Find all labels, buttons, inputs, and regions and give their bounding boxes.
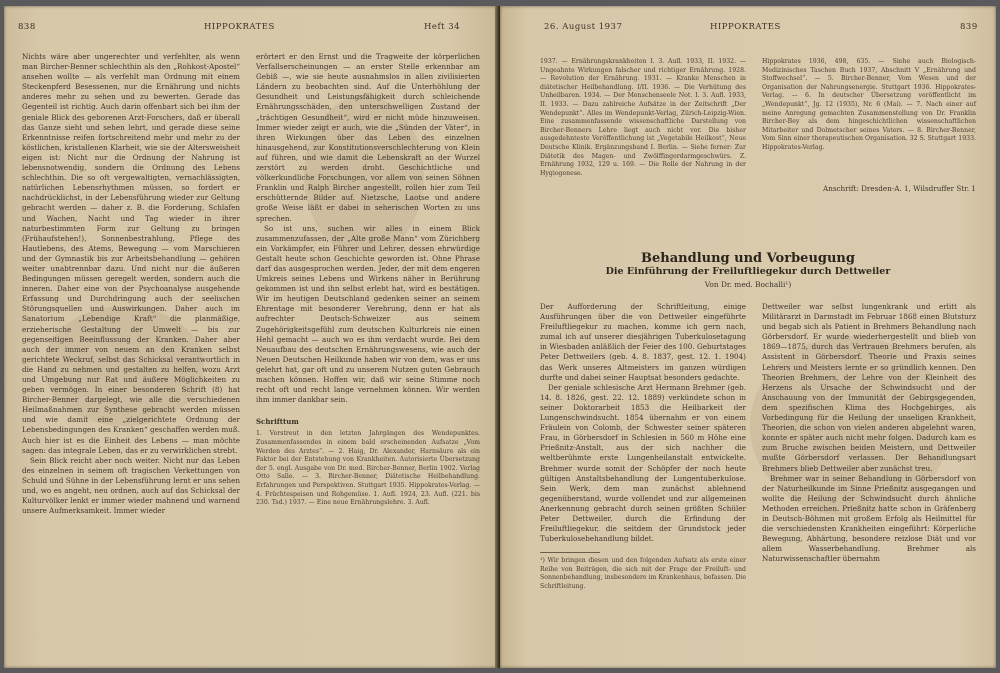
book-spread [4,6,996,668]
article-footnote: ¹) Wir bringen diesen und den folgenden Aufsatz als erste einer Reihe von Beiträgen, die sich mit der Frage der Freiluft- und Sonnenbehandlung, insbesondere im Krankenhaus, befassen. Die Schriftleitung. [540,557,746,591]
article-author: Von Dr. med. Bochalli¹) [704,280,792,289]
left-column-2 [256,52,480,508]
paragraph: Brehmer war in seiner Behandlung in Görbersdorf von der Naturheilkunde im Sinne Prießnitz ausgegangen und wollte die Heilung der Schwindsucht durch ähnliche Methoden erreichen. Prießnitz hatte schon in Gräfenberg in Deutsch-Böhmen mit großem Erfolg als Heilmittel für die verschiedensten Krankheiten eingeführt: Körperliche Bewegung, Abhärtung, besondere reizlose Diät und vor allem Wasserbehandlung. Brehmer als Naturwissenschaftler übernahm [762,473,976,564]
section-title: Behandlung und Vorbeugung [641,251,855,266]
literature-continued-1: 1937. — Ernährungskrankheiten I. 3. Aufl. 1933, II. 1932. — Ungeahnte Wirkungen falscher und richtiger Ernährung. 1928. — Revolution der Ernährung. 1931. — Kranke Menschen in diätetischer Heilbehandlung. I/II. 1936. — Die Verhütung des Unheilbaren. 1934. — Der Menschenseele Not. I. 3. Aufl. 1933, II. 1933. — Dazu zahlreiche Aufsätze in der Zeitschrift „Der Wendepunkt“. Alles im Wendepunkt-Verlag, Zürich-Leipzig-Wien. Eine zusammenfassende wissenschaftliche Darstellung von Bircher-Benners Lehre liegt auch nicht vor. Die bisher ausgedehnteste Veröffentlichung ist „Vegetabile Heilkost“, Neue Deutsche Klinik. Ergänzungsband I. Berlin. — Siehe ferner: Zur Diätetik des Magen- und Zwölffingerdarmgeschwürs. Z. Ernährung 1932, 129 u. 169. — Die Rolle der Nahrung in der Hygiogenese. [540,58,746,177]
literature-list: 1. Verstreut in den letzten Jahrgängen des Wendepunktes. Zusammenfassendes in einem bald erscheinenden Aufsatze „Vom Werden des Arztes“. — 2. Haig, Dr. Alexander, Harnsäure als ein Faktor bei der Entstehung von Krankheiten. Autorisierte Übersetzung der 5. engl. Ausgabe von Dr. med. Bircher-Benner, Berlin 1902. Verlag Otto Salle. — 3. Bircher-Benner, Diätetische Heilbehandlung. Erfahrungen und Perspektiven. Stuttgart 1935. Hippokrates-Verlag. — 4. Früchtespeisen und Rohgemüse. 1. Aufl. 1924, 23. Aufl. (221. bis 230. Tsd.) 1937. — Eine neue Ernährungslehre. 3. Aufl. [256,430,480,507]
issue-label: Heft 34 [424,22,461,32]
left-column-1 [22,52,240,516]
author-address: Anschrift: Dresden-A. 1, Wilsdruffer Str. 1 [823,184,976,193]
literature-continued-2: Hippokrates 1936, 498, 635. — Siehe auch Biologisch-Medizinisches Taschen Buch 1937, Abschnitt V „Ernährung und Stoffwechsel“. — 5. Bircher-Benner, Vom Wesen und der Organisation der Nahrungsenergie. Stuttgart 1936. Hippokrates-Verlag. — 6. In deutscher Übersetzung veröffentlicht im „Wendepunkt“, Jg. 12 (1935), Nr. 6 (Mai). — 7. Nach einer auf meine Anregung gemachten Zusammenstellung von Dr. Franklin Bircher-Bey als dem hingeschichtlichen wissenschaftlichen Mitarbeiter und Dolmetscher seines Vaters. — 8. Bircher-Benner, Vom Sinn einer therapeutischen Organisation. 32 S. Stuttgart 1933. Hippokrates-Verlag. [762,58,976,151]
article-column-2 [762,302,976,564]
paragraph: Dettweiler war selbst lungenkrank und erlitt als Militärarzt in Darmstadt im Februar 1868 einen Blutsturz und begab sich als Patient in Brehmers Behandlung nach Görbersdorf. Er wurde wiederhergestellt und blieb von 1869—1875, durch das Vertrauen Brehmers berufen, als Assistent in Görbersdorf. Theorie und Praxis seines Lehrers und Meisters lernte er so gründlich kennen. Den Theorien Brehmers, der Lehre von der Kleinheit des Herzens als Ursache der Schwindsucht und der Anschauung von der Immunität der Gebirgsgegenden, dem spezifischen Klima des Hochgebirges, als Vorbedingung für die Heilung der unseligen Krankheit, Theorien, die schon von vielen anderen abgelehnt waren, konnte er später auch nicht mehr folgen. Dadurch kam es zum Bruche zwischen beiden Meistern, und Dettweiler mußte Görbersdorf verlassen. Der Behandlungsart Brehmers blieb Dettweiler aber zunächst treu. [762,302,976,473]
issue-date: 26. August 1937 [544,22,623,32]
running-title: HIPPOKRATES [204,22,275,32]
page-number: 839 [960,22,978,32]
paragraph: erörtert er den Ernst und die Tragweite der körperlichen Verfallserscheinungen — an erster Stelle erkennbar am Gebiß —, wie sie heute ausnahmslos in allen zivilisierten Ländern zu beobachten sind. Auf die Unterhöhlung der Gesundheit und Leistungsfähigkeit durch schleichende Ernährungsschäden, den unterschwelligen Zustand der „trächtigen Gesundheit“, wird er nicht müde hinzuweisen. Immer wieder zeigt er auch, wie die „Sünden der Väter“, in ihren Wirkungen über das Leben des einzelnen hinausgehend, zur Konstitutionsverschlechterung von Klein auf führen, und wie damit die Lebenskraft an der Wurzel zerstört zu werden droht. Geschichtliche und völkerkundliche Forschungen, vor allem von seinen Söhnen Franklin und Ralph Bircher angestellt, rollen hier zum Teil erschütternde Bilder auf. Nietzsche, Laotse und andere große Weise läßt er dabei in seherischen Worten zu uns sprechen. [256,52,480,223]
running-title: HIPPOKRATES [710,22,781,32]
right-page [500,6,996,668]
paragraph: Der Aufforderung der Schriftleitung, einige Ausführungen über die von Dettweiler eingeführte Freiluftliegekur zu machen, komme ich gern nach, zumal ich auf unserer diesjährigen Tuberkulosetagung in Wiesbaden anläßlich der Feier des 100. Geburtstages Peter Dettweilers (geb. 4. 8. 1837, gest. 12. 1. 1904) das Werk unseres Altmeisters im ganzen würdigen durfte und dabei seiner Hauptsat besonders gedachte. [540,302,746,382]
literature-heading: Schrifttum [256,417,299,427]
article-title: Die Einführung der Freiluftliegekur durch Dettweiler [605,266,891,277]
paragraph: So ist uns, suchen wir alles in einem Blick zusammenzufassen, der „Alte große Mann“ vom Zürichberg ein Vorkämpfer, ein Führer und Lehrer, dessen ehrwürdige Gestalt heute schon Geschichte geworden ist. Ohne Phrase darf das ausgesprochen werden. Jeder, der mit dem engeren Umkreis seines Lebens und Wirkens näher in Berührung gekommen ist und ihn selbst erlebt hat, wird es bestätigen. Wir im heutigen Deutschland gedenken seiner an seinem Ehrentage mit besonderer Verehrung, denn er hat als aufrechter Deutsch-Schweizer aus seinem Zugehörigkeitsgefühl zum deutschen Kulturkreis nie einen Hehl gemacht — auch wo es ihm verdacht wurde. Bei dem Neuaufbau des deutschen Ernährungswesens, wie auch der Neuen Deutschen Heilkunde haben wir von dem, was er uns gelehrt hat, gar oft und zu unserem Nutzen guten Gebrauch machen können. Hoffen wir, daß wir seine Stimme noch recht oft und recht lange vernehmen können. Wir werden ihm immer dankbar sein. [256,223,480,405]
paragraph: Nichts wäre aber ungerechter und verfehlter, als wenn man Bircher-Benner schlechthin als den „Rohkost-Apostel“ ansehen wollte — als verfehlt man Ordnung mit einem Steckenpferd Besessenen, nur die Ernährung und nichts anderes mehr zu sehen und zu bewerten. Gerade das Gegenteil ist richtig. Auch darin offenbart sich bei ihm der geniale Blick des geborenen Arzt-Forschers, daß er überall das Ganze sieht und sehen lehrt, und gerade diese seine Erkenntnisse reifen fortschreitend mehr und mehr zu der köstlichen, kristallenen Klarheit, wie sie der Altersweisheit eigen ist: Nicht nur die Ordnung der Nahrung ist lebensnotwendig, sondern die Ordnung des Lebens schlechthin. Die so oft vergewaltigten, vernachlässigten, natürlichen Lebensrhythmen müssen, so fordert er nachdrücklichst, in der Lebensführung wieder zur Geltung gebracht werden — daher z. B. die Forderung, Schlafen und Wachen, Nacht und Tag wieder in ihrer naturbestimmten Form zur Geltung zu bringen (Frühaufstehen!), Sonnenbestrahlung, Pflege des Hautlebens, des Atems, Bewegung — vom Marschieren und der Gymnastik bis zur Arbeitsbehandlung — gehören weiter unabtrennbar dazu. Und nicht nur die äußeren Bedingungen müssen geregelt werden, sondern auch die inneren. Daher eine von der Psychoanalyse ausgehende Erfassung und Durchdringung auch der seelischen Störungsquellen und Auswirkungen. Daher auch im Sanatorium „Lebendige Kraft“ die planmäßige, erzieherische Gestaltung der Umwelt — bis zur gegenseitigen Beeinflussung der Kranken. Daher aber auch der immer von neuem an den Kranken selbst gerichtete Weckruf, selbst das Schicksal verantwortlich in die Hand zu nehmen und gestalten zu helfen, wozu Arzt und Umgebung nur Rat und äußere Möglichkeiten zu geben vermögen. In einer besonderen Schrift (8) hat Bircher-Benner dargelegt, wie alle die verschiedenen Heilmaßnahmen zur Synthese gebracht werden müssen und wie damit eine „zielgerichtete Ordnung der Lebensbedingungen des Kranken“ geschaffen werden muß. Auch hier ist es die Einheit des Lebens — man möchte sagen: das integrale Leben, das er zu verwirklichen strebt. [22,52,240,455]
article-column-1 [540,302,746,592]
paragraph: Sein Blick reicht aber noch weiter. Nicht nur das Leben des einzelnen in seinem oft tragischen Verkettungen von Schuld und Sühne in der Lebensführung lernt er uns sehen und, wo es angeht, neu ordnen, auch auf das Schicksal der Kulturvölker lenkt er immer wieder mahnend und warnend unsere Aufmerksamkeit. Immer wieder [22,455,240,516]
left-page [4,6,497,668]
paragraph: Der geniale schlesische Arzt Hermann Brehmer (geb. 14. 8. 1826, gest. 22. 12. 1889) verkündete schon in seiner Doktorarbeit 1853 die Heilbarkeit der Lungenschwindsucht. 1854 übernahm er von einem Fräulein von Colomb, der Schwester seiner späteren Frau, in Görbersdorf in Schlesien in 560 m Höhe eine Prießnitz-Anstalt, aus der sich nachher die weltberühmte erste Lungenheilanstalt entwickelte. Brehmer wurde somit der Schöpfer der noch heute gültigen Anstaltsbehandlung der Lungentuberkulose. Sein Werk, dem man zunächst ablehnend gegenüberstand, wurde vollendet und zur allgemeinen Anerkennung gebracht durch seinen größten Schüler Peter Dettweiler, durch die Erfindung der Freiluftliegekur, die seitdem der Grundstock jeder Tuberkulosebehandlung bildet. [540,382,746,544]
page-number: 838 [18,22,36,32]
footnote-rule [540,544,600,553]
